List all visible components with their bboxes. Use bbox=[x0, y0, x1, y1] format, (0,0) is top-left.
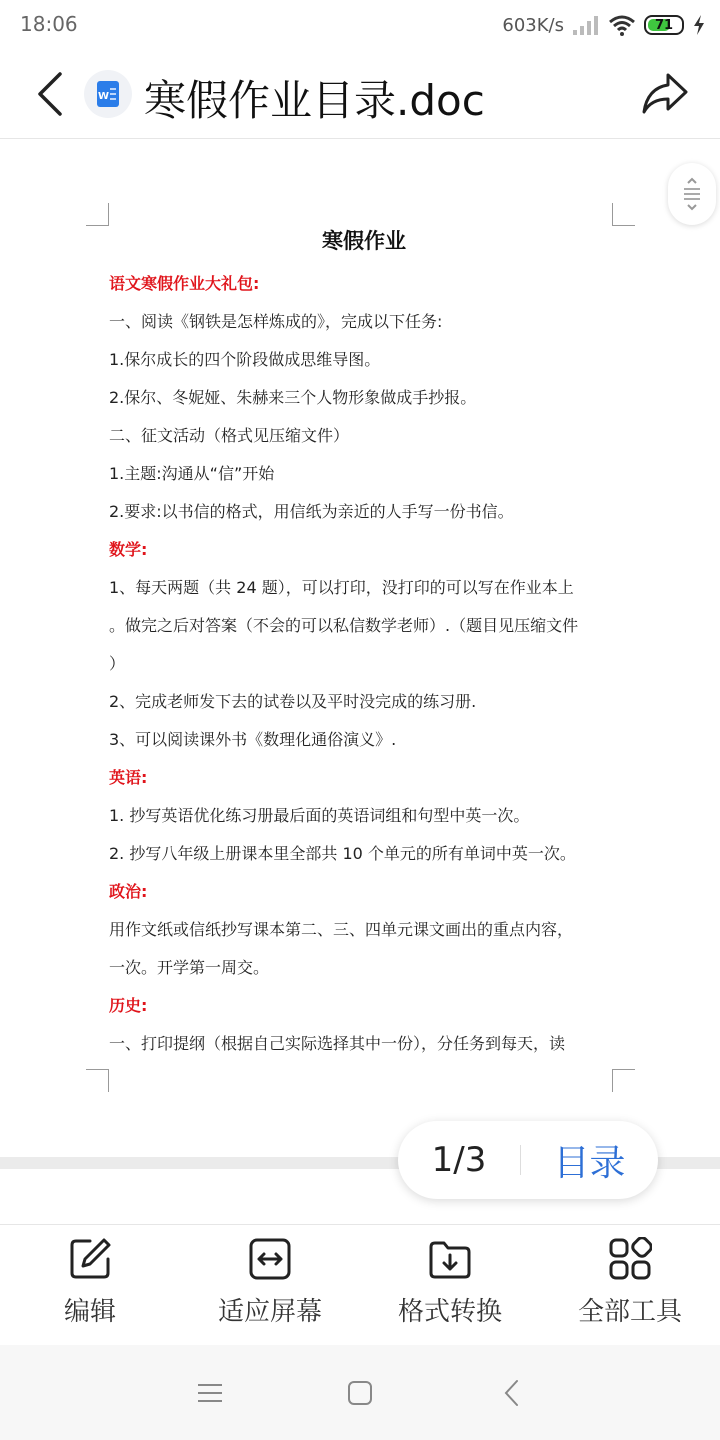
page-navigator bbox=[398, 1121, 658, 1199]
format-convert-icon bbox=[428, 1237, 472, 1281]
all-tools-label: 全部工具 bbox=[577, 1297, 682, 1327]
document-line: 2.要求:以书信的格式，用信纸为亲近的人手写一份书信。 bbox=[109, 502, 514, 521]
document-line: 一、打印提纲（根据自己实际选择其中一份），分任务到每天，读 bbox=[109, 1034, 566, 1053]
status-indicators bbox=[502, 10, 706, 40]
document-line: 2、完成老师发下去的试卷以及平时没完成的练习册. bbox=[109, 692, 477, 711]
document-line: 2.保尔、冬妮娅、朱赫来三个人物形象做成手抄报。 bbox=[109, 388, 477, 407]
edit-icon bbox=[68, 1237, 112, 1281]
share-icon bbox=[641, 72, 689, 116]
format-convert-button[interactable] bbox=[360, 1237, 540, 1328]
fit-screen-button[interactable] bbox=[180, 1237, 360, 1328]
status-bar bbox=[0, 0, 720, 50]
edit-button[interactable] bbox=[0, 1237, 180, 1328]
wifi-icon bbox=[608, 14, 636, 36]
scroll-grip-icon bbox=[680, 177, 704, 211]
back-icon bbox=[502, 1379, 522, 1407]
crop-mark bbox=[86, 203, 109, 226]
edit-label: 编辑 bbox=[63, 1297, 116, 1327]
format-convert-label: 格式转换 bbox=[397, 1297, 502, 1327]
section-heading: 语文寒假作业大礼包: bbox=[109, 274, 260, 293]
document-line: 1.保尔成长的四个阶段做成思维导图。 bbox=[109, 350, 381, 369]
word-doc-icon bbox=[84, 70, 132, 118]
document-line: 用作文纸或信纸抄写课本第二、三、四单元课文画出的重点内容， bbox=[109, 920, 574, 939]
document-line: 。做完之后对答案（不会的可以私信数学老师）.（题目见压缩文件 bbox=[109, 616, 579, 635]
battery-icon bbox=[644, 15, 684, 35]
crop-mark bbox=[86, 1069, 109, 1092]
bottom-toolbar bbox=[0, 1224, 720, 1346]
document-title: 寒假作业目录.doc bbox=[144, 76, 485, 125]
document-line: 2. 抄写八年级上册课本里全部共 10 个单元的所有单词中英一次。 bbox=[109, 844, 576, 863]
section-heading: 历史: bbox=[109, 996, 148, 1015]
net-speed: 603K/s bbox=[502, 14, 564, 36]
crop-mark bbox=[612, 1069, 635, 1092]
page-content bbox=[109, 225, 619, 1063]
share-button[interactable] bbox=[638, 68, 692, 120]
document-viewer[interactable] bbox=[0, 139, 720, 1224]
all-tools-button[interactable] bbox=[540, 1237, 720, 1328]
page-indicator: 1/3 bbox=[431, 1140, 487, 1180]
system-nav-bar bbox=[0, 1345, 720, 1440]
signal-icon bbox=[572, 15, 600, 35]
nav-back-button[interactable] bbox=[492, 1373, 532, 1413]
section-heading: 英语: bbox=[109, 768, 148, 787]
toc-button[interactable]: 目录 bbox=[553, 1142, 626, 1184]
section-heading: 政治: bbox=[109, 882, 148, 901]
fit-screen-label: 适应屏幕 bbox=[217, 1297, 322, 1327]
document-line: 1.主题:沟通从“信”开始 bbox=[109, 464, 275, 483]
charging-icon bbox=[692, 14, 706, 36]
document-heading: 寒假作业 bbox=[322, 229, 406, 253]
document-body bbox=[109, 265, 619, 1063]
document-line: 1、每天两题（共 24 题），可以打印，没打印的可以写在作业本上 bbox=[109, 578, 574, 597]
title-bar bbox=[0, 50, 720, 139]
scroll-handle[interactable] bbox=[668, 163, 716, 225]
menu-icon bbox=[197, 1382, 223, 1404]
crop-mark bbox=[612, 203, 635, 226]
svg-text:W: W bbox=[97, 91, 110, 102]
document-line: 二、征文活动（格式见压缩文件） bbox=[109, 426, 350, 445]
back-button[interactable] bbox=[24, 66, 74, 122]
all-tools-icon bbox=[608, 1237, 652, 1281]
section-heading: 数学: bbox=[109, 540, 148, 559]
status-time: 18:06 bbox=[20, 12, 78, 36]
battery-percent: 71 bbox=[654, 17, 674, 33]
back-arrow-icon bbox=[34, 70, 64, 118]
document-line: 1. 抄写英语优化练习册最后面的英语词组和句型中英一次。 bbox=[109, 806, 530, 825]
document-line: ） bbox=[109, 654, 126, 673]
document-line: 一、阅读《钢铁是怎样炼成的》，完成以下任务: bbox=[109, 312, 443, 331]
document-line: 3、可以阅读课外书《数理化通俗演义》. bbox=[109, 730, 397, 749]
fit-screen-icon bbox=[248, 1237, 292, 1281]
home-button[interactable] bbox=[340, 1373, 380, 1413]
menu-button[interactable] bbox=[190, 1373, 230, 1413]
home-icon bbox=[347, 1380, 373, 1406]
document-line: 一次。开学第一周交。 bbox=[109, 958, 270, 977]
